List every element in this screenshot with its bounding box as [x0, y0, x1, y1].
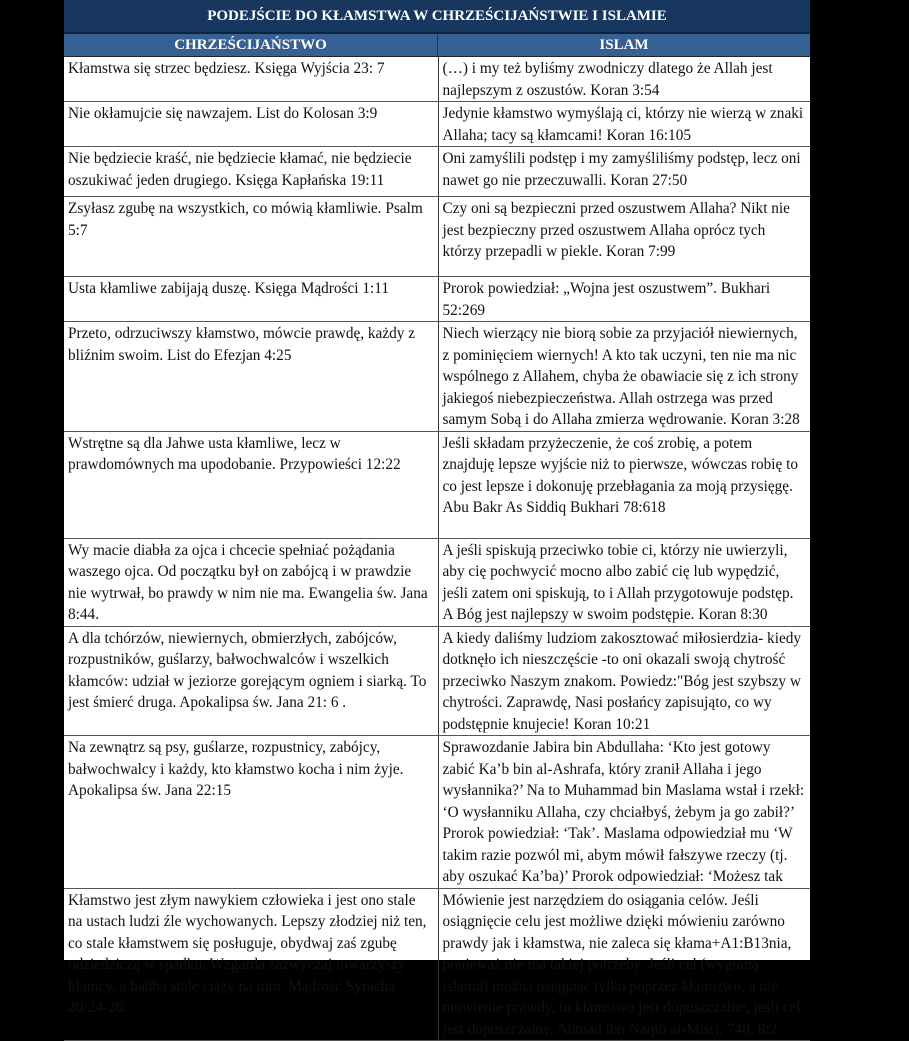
christianity-quote-cell: Nie będziecie kraść, nie będziecie kłamać, nie będziecie oszukiwać jeden drugiego. Księga Kapłańska 19:11 [64, 147, 438, 197]
table-row [64, 322, 810, 432]
table-row [64, 538, 810, 626]
islam-quote-cell: Jedynie kłamstwo wymyślają ci, którzy nie wierzą w znaki Allaha; tacy są kłamcami! Koran 16:105 [438, 102, 810, 147]
islam-quote-cell: (…) i my też byliśmy zwodniczy dlatego że Allah jest najlepszym z oszustów. Koran 3:54 [438, 57, 810, 102]
islam-quote-cell: Oni zamyślili podstęp i my zamyśliliśmy podstęp, lecz oni nawet go nie przeczuwalli. Koran 27:50 [438, 147, 810, 197]
islam-quote-cell: Czy oni są bezpieczni przed oszustwem Allaha? Nikt nie jest bezpieczny przed oszustwem Allaha oprócz tych którzy przepadli w piekle. Koran 7:99 [438, 197, 810, 277]
islam-quote-cell: Sprawozdanie Jabira bin Abdullaha: ‘Kto jest gotowy zabić Ka’b bin al-Ashrafa, który zranił Allaha i jego wysłannika?’ Na to Muhammad bin Maslama wstał i rzekł: ‘O wysłanniku Allaha, czy chciałbyś, żebym ja go zabił?’ Prorok powiedział: ‘Tak’. Maslama odpowiedział mu ‘W takim razie pozwól mi, abym mówił fałszywe rzeczy (tj. aby oszukać Ka’ba)’ Prorok odpowiedział: ‘Możesz tak [438, 736, 810, 889]
column-header-christianity: CHRZEŚCIJAŃSTWO [64, 34, 438, 56]
table-row [64, 197, 810, 277]
table-row [64, 277, 810, 322]
christianity-quote-cell: Przeto, odrzuciwszy kłamstwo, mówcie prawdę, każdy z bliźnim swoim. List do Efezjan 4:25 [64, 322, 438, 432]
table-row [64, 888, 810, 1041]
column-header-row [64, 34, 810, 57]
christianity-quote-cell: Usta kłamliwe zabijają duszę. Księga Mądrości 1:11 [64, 277, 438, 322]
christianity-quote-cell: A dla tchórzów, niewiernych, obmierzłych, zabójców, rozpustników, guślarzy, bałwochwalców i wszelkich kłamców: udział w jeziorze gorejącym ogniem i siarką. To jest śmierć druga. Apokalipsa św. Jana 21: 6 . [64, 626, 438, 736]
table-row [64, 147, 810, 197]
table-row [64, 626, 810, 736]
christianity-quote-cell: Zsyłasz zgubę na wszystkich, co mówią kłamliwie. Psalm 5:7 [64, 197, 438, 277]
column-header-islam: ISLAM [599, 36, 649, 53]
islam-quote-cell: A jeśli spiskują przeciwko tobie ci, którzy nie uwierzyli, aby cię pochwycić mocno albo zabić cię lub wypędzić, jeśli zatem oni spiskują, to i Allah przygotowuje podstęp. A Bóg jest najlepszy w swoim podstępie. Koran 8:30 [438, 538, 810, 626]
comparison-sheet [64, 0, 810, 1038]
islam-quote-cell: Mówienie jest narzędziem do osiągania celów. Jeśli osiągnięcie celu jest możliwe dzięki mówieniu zarówno prawdy jak i kłamstwa, nie zaleca się kłama+A1:B13nia, ponieważ nie ma takiej potrzeby. Jeśli cel (wygraną islamu) można osiągnąć tylko poprzez kłamstwo, a nie mówienie prawdy, to kłamstwo jest dopuszczalne, jeśli cel jest dopuszczalny. Ahmad ibn Naqib al-Misri. 748, 8:2 [438, 888, 810, 1041]
christianity-quote-cell: Wy macie diabła za ojca i chcecie spełniać pożądania waszego ojca. Od początku był on zabójcą i w prawdzie nie wytrwał, bo prawdy w nim nie ma. Ewangelia św. Jana 8:44. [64, 538, 438, 626]
table-row [64, 736, 810, 889]
christianity-quote-cell: Kłamstwa się strzec będziesz. Księga Wyjścia 23: 7 [64, 57, 438, 102]
table-row [64, 102, 810, 147]
table-row [64, 431, 810, 538]
christianity-quote-cell: Kłamstwo jest złym nawykiem człowieka i jest ono stale na ustach ludzi źle wychowanych. Lepszy złodziej niż ten, co stale kłamstwem się posługuje, obydwaj zaś zgubę odziedziczą w spadku. Wzgarda zazwyczaj towarzyszy kłamcy, a hańba stale ciąży na nim. Mądrość Syracha 20:24-26. [64, 888, 438, 1041]
christianity-quote-cell: Wstrętne są dla Jahwe usta kłamliwe, lecz w prawdomównych ma upodobanie. Przypowieści 12:22 [64, 431, 438, 538]
table-row [64, 57, 810, 102]
islam-quote-cell: Jeśli składam przyżeczenie, że coś zrobię, a potem znajduję lepsze wyjście niż to pierwsze, wówczas robię to co jest lepsze i dokonuję przebłagania za moją przysięgę. Abu Bakr As Siddiq Bukhari 78:618 [438, 431, 810, 538]
islam-quote-cell: A kiedy daliśmy ludziom zakosztować miłosierdzia- kiedy dotknęło ich nieszczęście -to oni okazali swoją chytrość przeciwko Naszym znakom. Powiedz:"Bóg jest szybszy w chytrości. Zaprawdę, Nasi posłańcy zapisująto, co wy podstępnie knujecie! Koran 10:21 [438, 626, 810, 736]
christianity-quote-cell: Nie okłamujcie się nawzajem. List do Kolosan 3:9 [64, 102, 438, 147]
islam-quote-cell: Niech wierzący nie biorą sobie za przyjaciół niewiernych, z pominięciem wiernych! A kto tak uczyni, ten nie ma nic wspólnego z Allahem, chyba że obawiacie się z ich strony jakiegoś niebezpieczeństwa. Allah ostrzega was przed samym Sobą i do Allaha zmierza wędrowanie. Koran 3:28 [438, 322, 810, 432]
table-title: PODEJŚCIE DO KŁAMSTWA W CHRZEŚCIJAŃSTWIE I ISLAMIE [64, 0, 810, 34]
comparison-table [64, 57, 810, 1041]
christianity-quote-cell: Na zewnątrz są psy, guślarze, rozpustnicy, zabójcy, bałwochwalcy i każdy, kto kłamstwo kocha i nim żyje. Apokalipsa św. Jana 22:15 [64, 736, 438, 889]
islam-quote-cell: Prorok powiedział: „Wojna jest oszustwem”. Bukhari 52:269 [438, 277, 810, 322]
